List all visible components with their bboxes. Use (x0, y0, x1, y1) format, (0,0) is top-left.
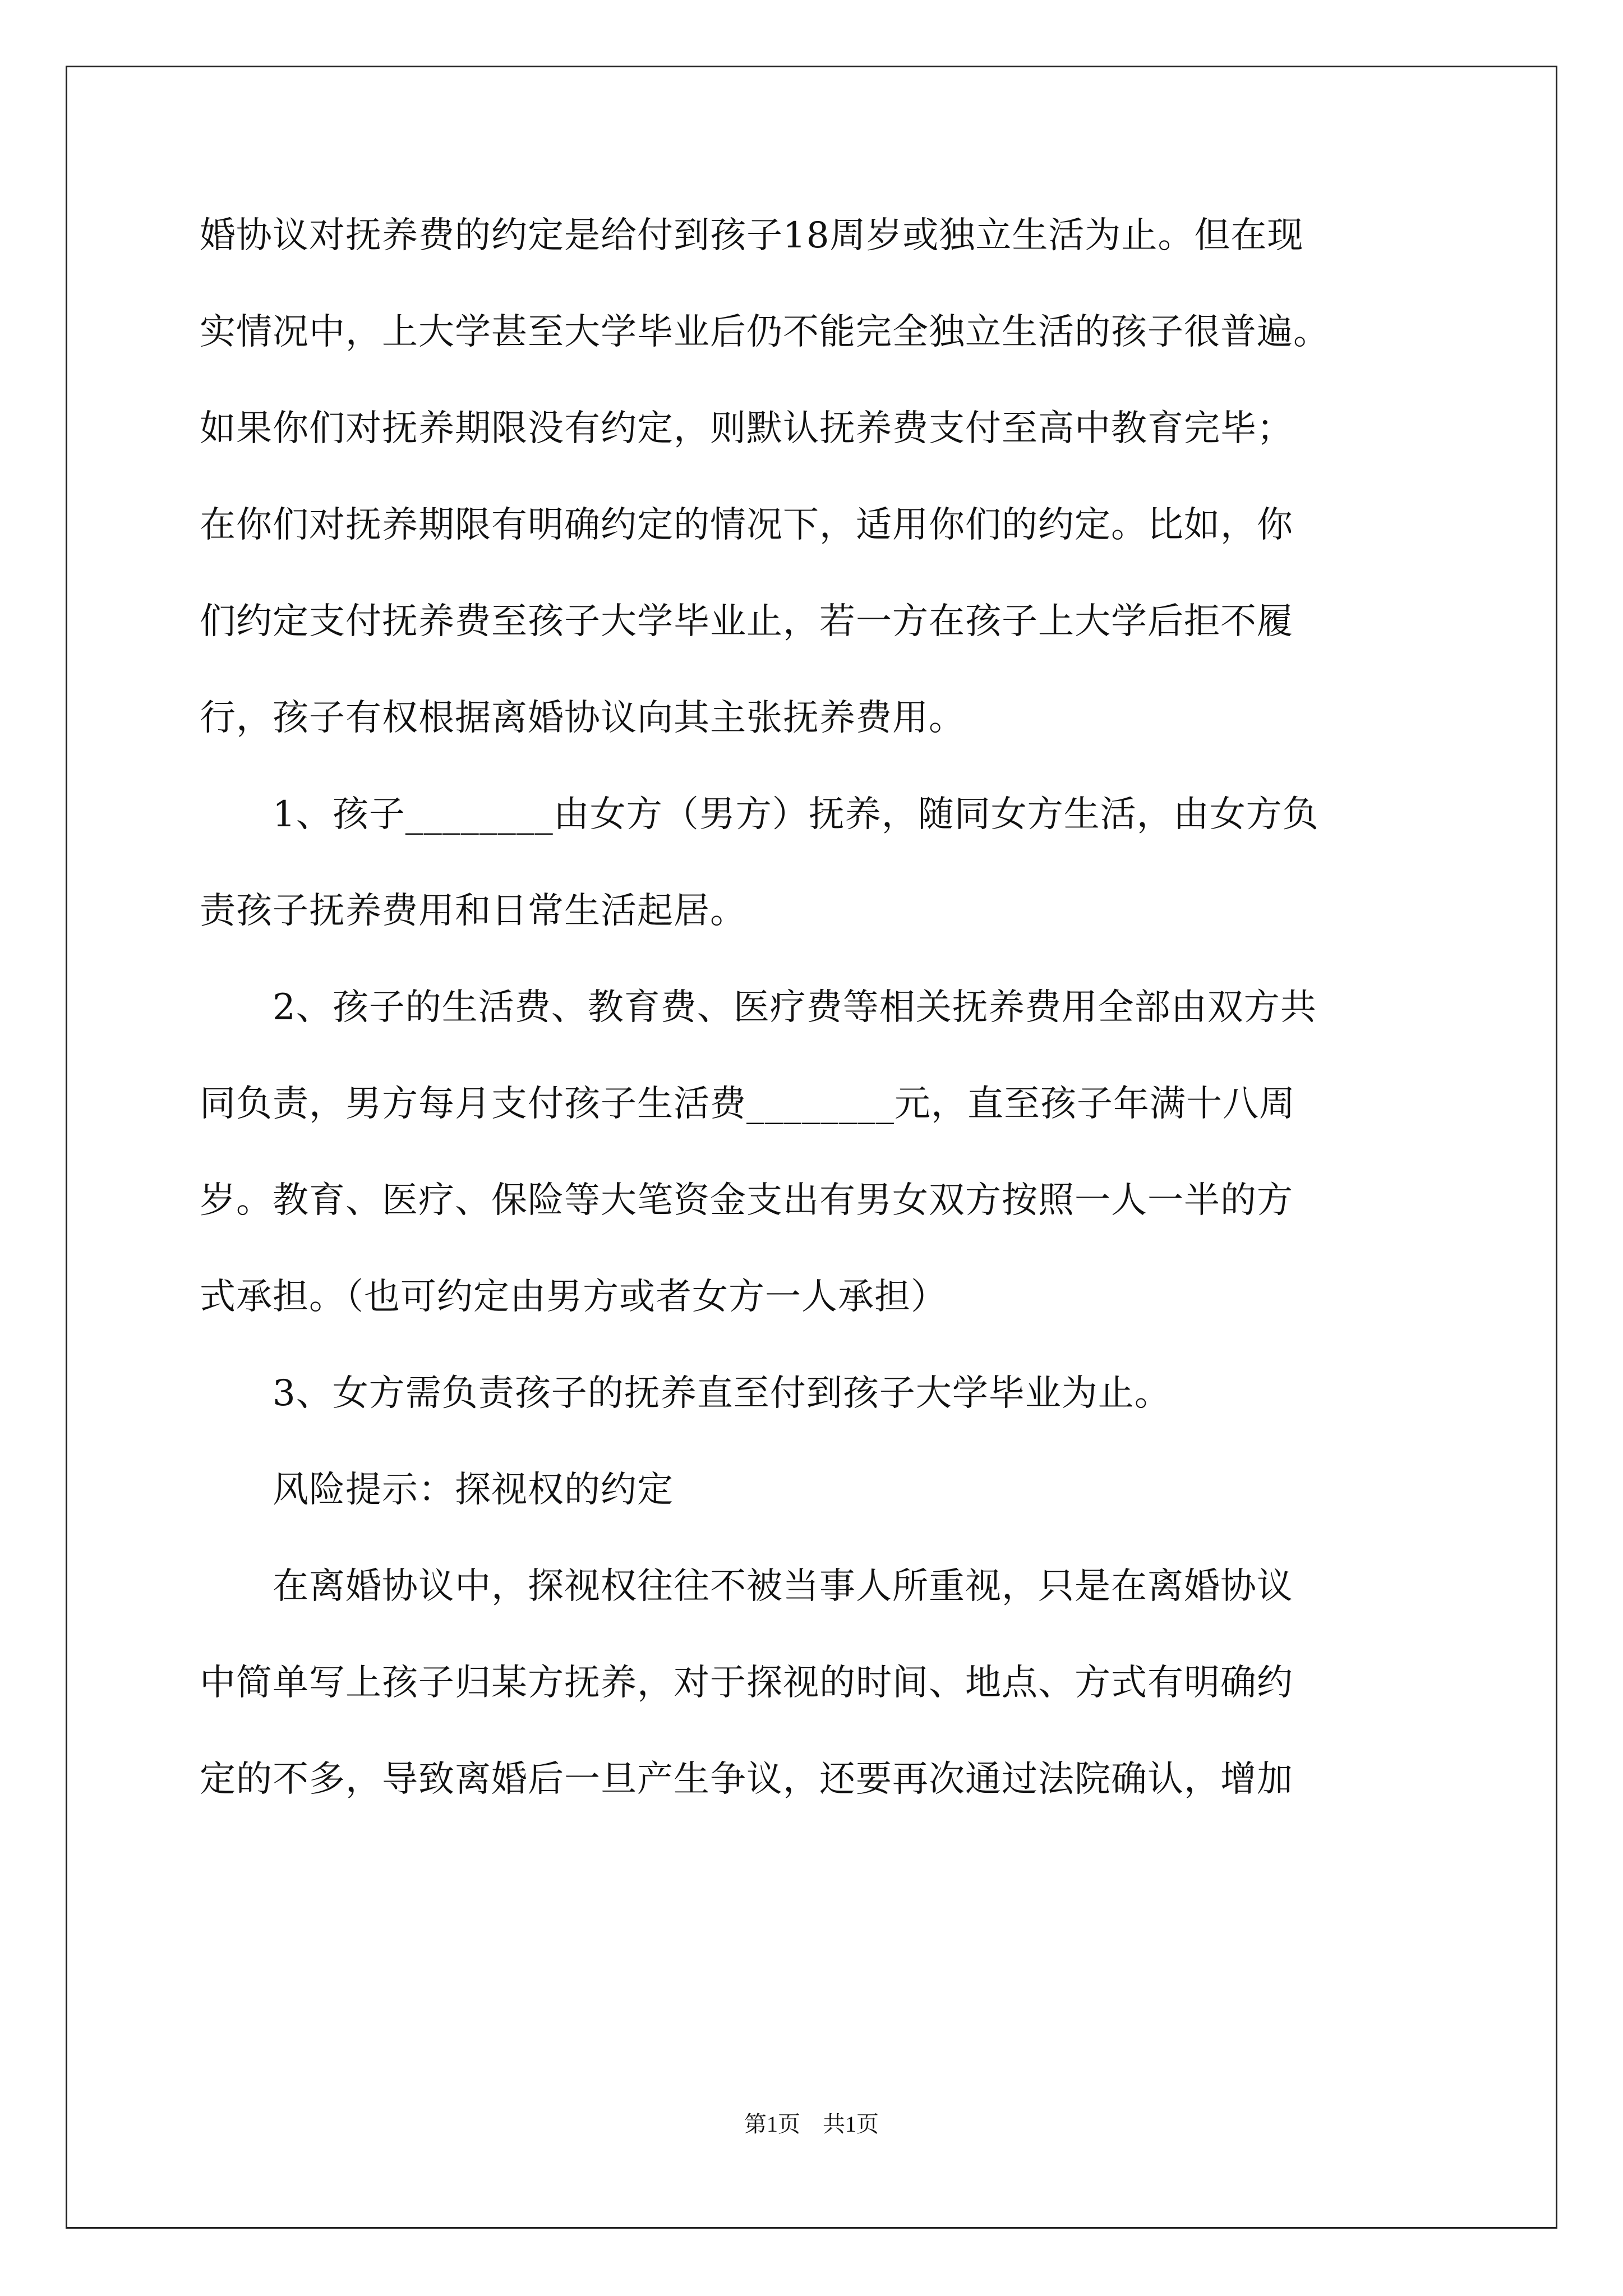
text-line: 在你们对抚养期限有明确约定的情况下，适用你们的约定。比如，你 (200, 504, 1293, 546)
page-number: 第1页 共1页 (744, 2111, 879, 2137)
text-line: 3、女方需负责孩子的抚养直至付到孩子大学毕业为止。 (200, 1373, 1171, 1414)
text-line: 中简单写上孩子归某方抚养，对于探视的时间、地点、方式有明确约 (200, 1662, 1293, 1704)
text-line: 2、孩子的生活费、教育费、医疗费等相关抚养费用全部由双方共 (200, 987, 1317, 1028)
text-line: 定的不多，导致离婚后一旦产生争议，还要再次通过法院确认，增加 (200, 1759, 1293, 1800)
text-line: 1、孩子________由女方（男方）抚养，随同女方生活，由女方负 (200, 794, 1319, 835)
text-line: 们约定支付抚养费至孩子大学毕业止，若一方在孩子上大学后拒不履 (200, 601, 1293, 642)
text-line: 实情况中，上大学甚至大学毕业后仍不能完全独立生活的孩子很普遍。 (200, 311, 1330, 353)
text-line: 责孩子抚养费用和日常生活起居。 (200, 890, 746, 932)
text-line: 岁。教育、医疗、保险等大笔资金支出有男女双方按照一人一半的方 (200, 1180, 1293, 1221)
text-line: 在离婚协议中，探视权往往不被当事人所重视，只是在离婚协议 (200, 1566, 1293, 1607)
text-line: 同负责，男方每月支付孩子生活费________元，直至孩子年满十八周 (200, 1083, 1295, 1125)
text-line: 如果你们对抚养期限没有约定，则默认抚养费支付至高中教育完毕； (200, 408, 1293, 449)
text-line: 式承担。（也可约定由男方或者女方一人承担） (200, 1276, 947, 1318)
text-line: 婚协议对抚养费的约定是给付到孩子18周岁或独立生活为止。但在现 (200, 215, 1304, 256)
page-border (66, 66, 1557, 2229)
text-line: 风险提示：探视权的约定 (200, 1469, 674, 1511)
text-line: 行，孩子有权根据离婚协议向其主张抚养费用。 (200, 697, 965, 739)
